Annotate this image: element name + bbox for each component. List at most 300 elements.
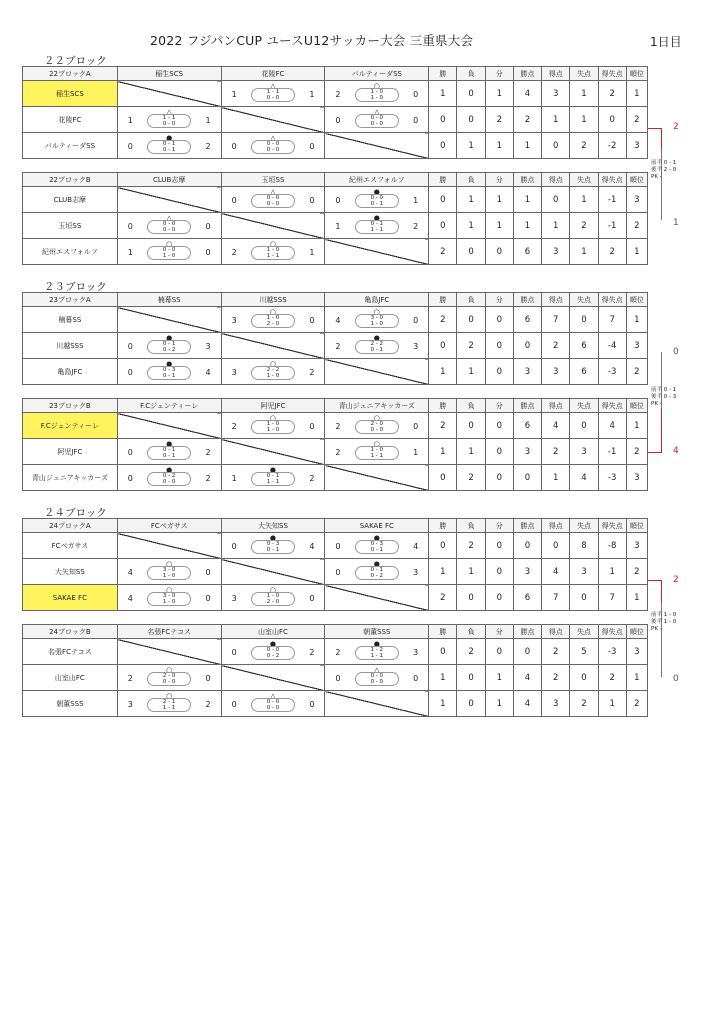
result-mark: △ [270, 188, 276, 196]
row-team-name: FCペガサス [23, 533, 118, 559]
goals-for: 0 [335, 116, 341, 125]
column-team-name: SAKAE FC [325, 519, 429, 533]
match-result-cell [221, 585, 325, 611]
stat-value: 0 [429, 133, 457, 159]
self-match-cell [117, 307, 221, 333]
column-team-name: 花陵FC [221, 67, 325, 81]
stat-value: 2 [626, 213, 647, 239]
stat-value: 0 [457, 691, 485, 717]
column-team-name: 朝董SSS [325, 625, 429, 639]
goals-for: 4 [335, 316, 341, 325]
row-team-name: 紀州エスフォルソ [23, 239, 118, 265]
row-team-name: 青山ジュニアキッカーズ [23, 465, 118, 491]
stat-value: 1 [570, 239, 598, 265]
stat-value: 1 [626, 585, 647, 611]
half-scores: 3 - 0 1 - 0 [147, 566, 191, 580]
stat-value: 0 [485, 639, 513, 665]
table-row [23, 691, 648, 717]
goals-for: 0 [127, 474, 133, 483]
stat-value: 6 [513, 413, 541, 439]
match-result-cell [117, 559, 221, 585]
goals-against: 4 [309, 542, 315, 551]
stat-value: 0 [485, 439, 513, 465]
stat-value: 0 [457, 665, 485, 691]
column-team-name: バルティーダSS [325, 67, 429, 81]
match-result-cell [117, 239, 221, 265]
goals-against: 1 [309, 248, 315, 257]
table-row [23, 465, 648, 491]
stat-header: 勝点 [513, 519, 541, 533]
goals-against: 3 [413, 342, 419, 351]
goals-for: 0 [335, 568, 341, 577]
self-match-cell [117, 639, 221, 665]
result-mark: ● [373, 334, 380, 342]
stat-value: 1 [542, 213, 570, 239]
stat-value: 4 [513, 81, 541, 107]
stat-value: 0 [457, 307, 485, 333]
stat-value: 2 [542, 665, 570, 691]
stat-value: 2 [570, 133, 598, 159]
result-mark: ● [269, 534, 277, 542]
goals-against: 2 [309, 648, 315, 657]
half-scores: 0 - 0 0 - 0 [147, 220, 191, 234]
match-result-cell [117, 585, 221, 611]
result-mark: ● [269, 466, 277, 474]
stat-value: 1 [542, 107, 570, 133]
stat-value: -8 [598, 533, 626, 559]
stat-value: 1 [457, 559, 485, 585]
half-scores: 2 - 1 1 - 1 [147, 698, 191, 712]
day-label: 1日目 [650, 35, 682, 49]
table-row [23, 213, 648, 239]
stat-value: 2 [626, 107, 647, 133]
match-result-cell [325, 413, 429, 439]
stat-value: 7 [542, 307, 570, 333]
stat-value: 2 [626, 691, 647, 717]
half-scores: 1 - 0 2 - 0 [251, 592, 295, 606]
column-team-name: 川越SSS [221, 293, 325, 307]
final-pk-box: 前半 0 - 1 後半 2 - 0 PK - [651, 160, 677, 180]
table-row [23, 187, 648, 213]
stat-value: 0 [485, 359, 513, 385]
self-match-cell [221, 333, 325, 359]
half-scores: 0 - 2 0 - 0 [147, 472, 191, 486]
goals-against: 0 [309, 594, 315, 603]
goals-against: 2 [413, 222, 419, 231]
goals-for: 2 [335, 90, 341, 99]
stat-value: 7 [542, 585, 570, 611]
stat-header: 得点 [542, 519, 570, 533]
result-mark: ○ [269, 240, 277, 248]
goals-against: 0 [309, 142, 315, 151]
match-result-cell [221, 691, 325, 717]
stat-value: 1 [429, 359, 457, 385]
row-team-name: CLUB志摩 [23, 187, 118, 213]
column-team-name: 大矢知SS [221, 519, 325, 533]
goals-for: 0 [231, 648, 237, 657]
result-mark: △ [374, 108, 380, 116]
result-mark: ● [269, 640, 277, 648]
stat-header: 勝 [429, 173, 457, 187]
stat-value: 0 [513, 533, 541, 559]
stat-value: 1 [485, 187, 513, 213]
table-row [23, 359, 648, 385]
column-team-name: CLUB志摩 [117, 173, 221, 187]
stat-value: 4 [513, 665, 541, 691]
result-mark: ● [166, 360, 173, 368]
stat-value: 1 [570, 81, 598, 107]
stat-value: 0 [513, 465, 541, 491]
stat-value: 0 [485, 239, 513, 265]
column-team-name: 玉垣SS [221, 173, 325, 187]
match-result-cell [221, 359, 325, 385]
stat-header: 負 [457, 399, 485, 413]
half-scores: 0 - 3 0 - 1 [355, 540, 399, 554]
stat-value: 3 [626, 133, 647, 159]
goals-against: 3 [413, 568, 419, 577]
goals-for: 1 [335, 222, 341, 231]
stat-value: 4 [570, 465, 598, 491]
goals-against: 1 [205, 116, 211, 125]
column-team-name: 楠幕SS [117, 293, 221, 307]
stat-value: 0 [485, 413, 513, 439]
final-connector-red [648, 408, 662, 453]
half-scores: 1 - 1 0 - 0 [147, 114, 191, 128]
stat-value: 1 [457, 213, 485, 239]
result-mark: ○ [373, 82, 380, 90]
goals-for: 0 [335, 196, 341, 205]
row-team-name: バルティーダSS [23, 133, 118, 159]
goals-against: 2 [205, 142, 211, 151]
stat-header: 分 [485, 399, 513, 413]
column-team-name: 青山ジュニアキッカーズ [325, 399, 429, 413]
block-table [22, 518, 648, 611]
stat-value: 0 [429, 465, 457, 491]
stat-value: 0 [429, 107, 457, 133]
stat-value: 0 [542, 533, 570, 559]
stat-value: 1 [457, 439, 485, 465]
stat-value: 3 [570, 439, 598, 465]
stat-header: 得点 [542, 67, 570, 81]
stat-header: 得失点 [598, 625, 626, 639]
half-scores: 0 - 1 0 - 1 [147, 140, 191, 154]
stat-value: 1 [429, 439, 457, 465]
goals-for: 1 [127, 116, 133, 125]
match-result-cell [117, 107, 221, 133]
stat-value: -1 [598, 439, 626, 465]
half-scores: 1 - 0 1 - 1 [355, 446, 399, 460]
block-name: 24ブロックB [23, 625, 118, 639]
match-result-cell [221, 413, 325, 439]
stat-header: 失点 [570, 399, 598, 413]
stat-header: 順位 [626, 173, 647, 187]
stat-header: 勝点 [513, 399, 541, 413]
half-scores: 2 - 2 1 - 0 [251, 366, 295, 380]
row-team-name: 阿児JFC [23, 439, 118, 465]
goals-for: 2 [335, 648, 341, 657]
stat-value: 0 [457, 413, 485, 439]
stat-value: 2 [429, 413, 457, 439]
table-row [23, 665, 648, 691]
stat-header: 得失点 [598, 519, 626, 533]
stat-value: 0 [429, 333, 457, 359]
goals-for: 3 [231, 316, 237, 325]
match-result-cell [117, 133, 221, 159]
match-result-cell [325, 307, 429, 333]
match-result-cell [221, 81, 325, 107]
stat-value: 3 [626, 333, 647, 359]
result-mark: ● [166, 440, 173, 448]
stat-value: 3 [513, 559, 541, 585]
final-score-bottom: 4 [673, 446, 679, 456]
stat-header: 勝点 [513, 173, 541, 187]
stat-value: 0 [457, 107, 485, 133]
half-scores: 3 - 0 1 - 0 [147, 592, 191, 606]
self-match-cell [221, 665, 325, 691]
goals-for: 3 [231, 594, 237, 603]
stat-header: 順位 [626, 293, 647, 307]
block-table [22, 398, 648, 491]
half-scores: 0 - 1 0 - 2 [147, 340, 191, 354]
stat-header: 勝 [429, 67, 457, 81]
goals-for: 0 [127, 448, 133, 457]
half-scores: 1 - 1 0 - 0 [251, 88, 295, 102]
stat-value: 2 [542, 639, 570, 665]
result-mark: ○ [373, 414, 380, 422]
result-mark: ○ [166, 560, 173, 568]
stat-value: 2 [429, 239, 457, 265]
stat-value: 5 [570, 639, 598, 665]
stat-header: 勝点 [513, 293, 541, 307]
stat-header: 勝点 [513, 67, 541, 81]
goals-for: 4 [127, 594, 133, 603]
section-label: ２３ブロック [44, 281, 107, 293]
stat-value: 2 [457, 533, 485, 559]
stat-header: 負 [457, 519, 485, 533]
stat-value: 1 [598, 691, 626, 717]
half-scores: 0 - 0 0 - 2 [251, 646, 295, 660]
goals-for: 1 [127, 248, 133, 257]
match-result-cell [117, 465, 221, 491]
goals-against: 0 [413, 90, 419, 99]
row-team-name: SAKAE FC [23, 585, 118, 611]
result-mark: △ [270, 692, 276, 700]
stat-value: 6 [513, 239, 541, 265]
stat-header: 分 [485, 173, 513, 187]
column-team-name: 亀島JFC [325, 293, 429, 307]
goals-against: 0 [309, 316, 315, 325]
stat-value: 1 [542, 465, 570, 491]
goals-for: 2 [335, 448, 341, 457]
match-result-cell [117, 691, 221, 717]
result-mark: △ [270, 82, 276, 90]
goals-against: 0 [309, 196, 315, 205]
goals-against: 2 [205, 700, 211, 709]
half-scores: 0 - 1 0 - 1 [147, 446, 191, 460]
stat-value: 0 [485, 307, 513, 333]
stat-value: 3 [542, 359, 570, 385]
half-scores: 0 - 3 0 - 1 [147, 366, 191, 380]
table-row [23, 333, 648, 359]
block-name: 22ブロックB [23, 173, 118, 187]
stat-value: 3 [542, 239, 570, 265]
half-scores: 1 - 0 2 - 0 [251, 314, 295, 328]
match-result-cell [221, 187, 325, 213]
final-score-top: 2 [673, 122, 679, 132]
goals-for: 0 [127, 342, 133, 351]
goals-against: 4 [205, 368, 211, 377]
stat-value: 2 [542, 333, 570, 359]
stat-header: 失点 [570, 625, 598, 639]
stat-value: 2 [485, 107, 513, 133]
self-match-cell [117, 187, 221, 213]
stat-value: 1 [570, 107, 598, 133]
stat-header: 勝 [429, 399, 457, 413]
stat-value: 4 [598, 413, 626, 439]
result-mark: ● [373, 214, 380, 222]
stat-value: 2 [570, 213, 598, 239]
match-result-cell [325, 187, 429, 213]
goals-for: 1 [231, 90, 237, 99]
stat-value: 3 [626, 187, 647, 213]
stat-value: 1 [485, 133, 513, 159]
stat-header: 得点 [542, 293, 570, 307]
goals-for: 2 [335, 422, 341, 431]
match-result-cell [221, 639, 325, 665]
stat-value: 0 [429, 639, 457, 665]
stat-value: 0 [542, 187, 570, 213]
stat-header: 失点 [570, 519, 598, 533]
stat-value: 1 [429, 691, 457, 717]
block-table [22, 292, 648, 385]
table-row [23, 81, 648, 107]
goals-against: 1 [413, 196, 419, 205]
half-scores: 1 - 0 1 - 0 [251, 420, 295, 434]
match-result-cell [117, 665, 221, 691]
stat-value: 1 [513, 133, 541, 159]
block-name: 23ブロックA [23, 293, 118, 307]
match-result-cell [117, 213, 221, 239]
stat-value: 3 [542, 81, 570, 107]
goals-against: 0 [205, 568, 211, 577]
stat-value: 0 [485, 333, 513, 359]
goals-for: 0 [335, 674, 341, 683]
stat-value: 2 [457, 465, 485, 491]
stat-value: 0 [485, 585, 513, 611]
self-match-cell [221, 439, 325, 465]
stat-value: 3 [513, 439, 541, 465]
goals-against: 2 [309, 368, 315, 377]
stat-value: 2 [457, 639, 485, 665]
section-label: ２２ブロック [44, 55, 107, 67]
result-mark: △ [166, 214, 172, 222]
stat-value: 8 [570, 533, 598, 559]
stat-value: -3 [598, 465, 626, 491]
stat-value: 2 [626, 559, 647, 585]
result-mark: ○ [269, 414, 277, 422]
result-mark: △ [270, 134, 276, 142]
stat-value: 1 [457, 133, 485, 159]
table-row [23, 133, 648, 159]
result-mark: ○ [373, 440, 380, 448]
self-match-cell [117, 81, 221, 107]
stat-header: 勝 [429, 519, 457, 533]
goals-for: 0 [127, 368, 133, 377]
goals-for: 0 [231, 542, 237, 551]
result-mark: ● [373, 640, 380, 648]
goals-for: 0 [335, 542, 341, 551]
match-result-cell [325, 107, 429, 133]
goals-against: 0 [205, 248, 211, 257]
stat-value: 1 [457, 359, 485, 385]
stat-header: 負 [457, 625, 485, 639]
goals-against: 0 [413, 422, 419, 431]
stat-value: 1 [429, 81, 457, 107]
stat-header: 得点 [542, 399, 570, 413]
half-scores: 0 - 0 0 - 0 [251, 194, 295, 208]
stat-header: 分 [485, 67, 513, 81]
half-scores: 0 - 0 1 - 0 [147, 246, 191, 260]
stat-value: 2 [429, 307, 457, 333]
row-team-name: 花陵FC [23, 107, 118, 133]
result-mark: ● [166, 334, 173, 342]
goals-against: 0 [205, 222, 211, 231]
half-scores: 0 - 1 1 - 1 [251, 472, 295, 486]
table-row [23, 307, 648, 333]
match-result-cell [221, 533, 325, 559]
stat-header: 順位 [626, 519, 647, 533]
goals-for: 3 [127, 700, 133, 709]
result-mark: △ [374, 666, 380, 674]
stat-value: 1 [513, 213, 541, 239]
stat-value: 1 [626, 239, 647, 265]
goals-against: 1 [413, 448, 419, 457]
goals-against: 0 [309, 700, 315, 709]
row-team-name: 亀島JFC [23, 359, 118, 385]
result-mark: ○ [166, 240, 173, 248]
stat-value: 2 [457, 333, 485, 359]
half-scores: 0 - 1 1 - 1 [355, 220, 399, 234]
goals-for: 3 [231, 368, 237, 377]
half-scores: 2 - 0 0 - 0 [355, 420, 399, 434]
row-team-name: 楠幕SS [23, 307, 118, 333]
stat-header: 順位 [626, 399, 647, 413]
stat-value: 1 [513, 187, 541, 213]
stat-value: 2 [598, 81, 626, 107]
page-title: 2022 フジパンCUP ユースU12サッカー大会 三重県大会 [150, 33, 474, 48]
stat-value: 6 [570, 359, 598, 385]
result-mark: ● [373, 560, 380, 568]
final-score-bottom: 0 [673, 674, 679, 684]
stat-value: 0 [485, 465, 513, 491]
stat-value: 2 [598, 239, 626, 265]
result-mark: ○ [166, 692, 173, 700]
goals-against: 0 [205, 594, 211, 603]
row-team-name: 稲生SCS [23, 81, 118, 107]
row-team-name: 山室山FC [23, 665, 118, 691]
goals-against: 2 [309, 474, 315, 483]
stat-value: 2 [542, 439, 570, 465]
half-scores: 1 - 0 1 - 1 [251, 246, 295, 260]
row-team-name: 川越SSS [23, 333, 118, 359]
goals-against: 2 [205, 448, 211, 457]
table-row [23, 639, 648, 665]
final-score-top: 0 [673, 347, 679, 357]
stat-value: 0 [429, 213, 457, 239]
table-row [23, 533, 648, 559]
goals-for: 2 [335, 342, 341, 351]
stat-header: 失点 [570, 173, 598, 187]
